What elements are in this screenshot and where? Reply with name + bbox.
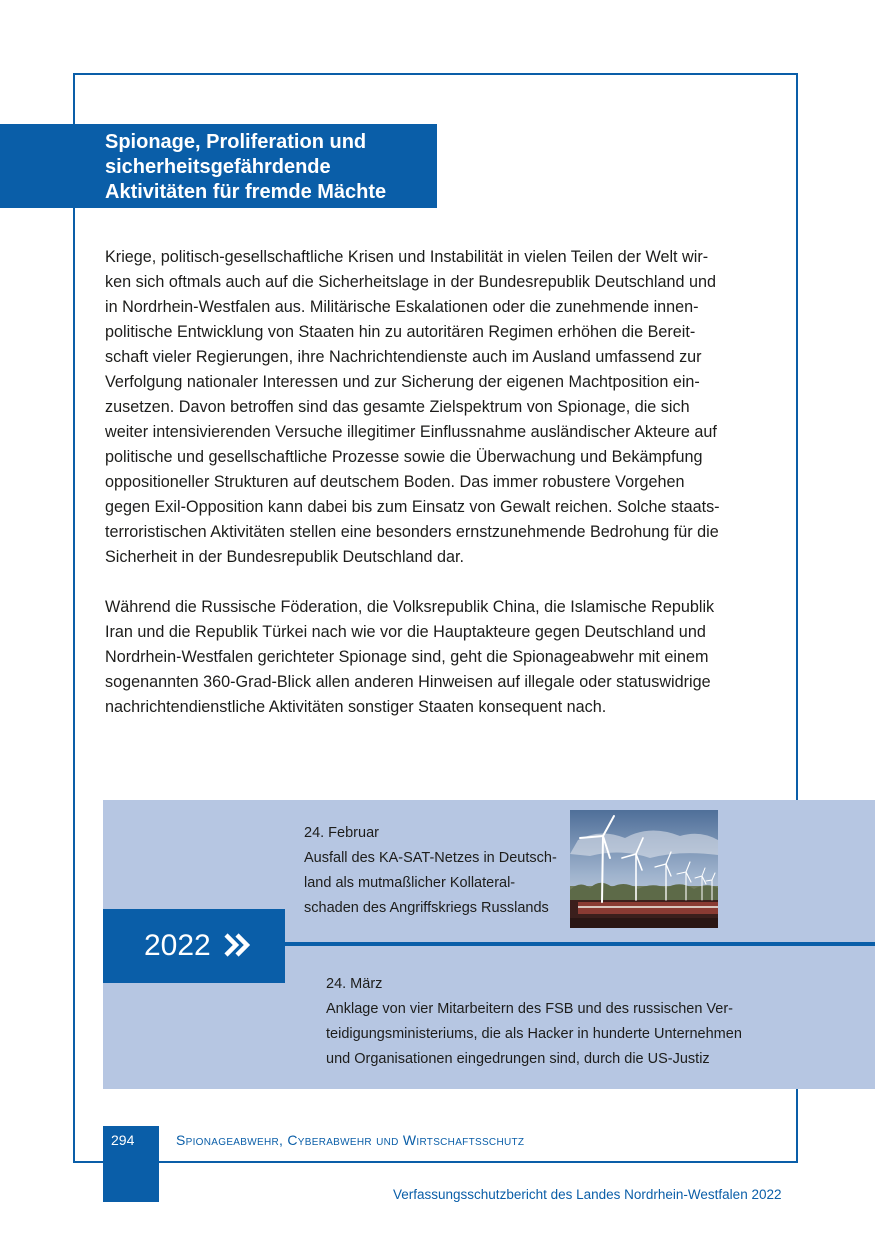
timeline-divider [285,942,875,946]
page-number: 294 [111,1132,135,1148]
paragraph-line: politische und gesellschaftliche Prozesse sowie die Überwachung und Bekämpfung [105,448,703,466]
event-text-line: Ausfall des KA-SAT-Netzes in Deutsch- [304,850,557,866]
paragraph-line: Während die Russische Föderation, die Volksrepublik China, die Islamische Republik [105,598,715,616]
year-label: 2022 [144,929,211,962]
paragraph-line: ken sich oftmals auch auf die Sicherheitslage in der Bundesrepublik Deutschland und [105,273,716,291]
paragraph-line: terroristischen Aktivitäten stellen eine besonders ernstzunehmende Bedrohung für die [105,523,719,541]
paragraph-line: zusetzen. Davon betroffen sind das gesamte Zielspektrum von Spionage, die sich [105,398,690,416]
chapter-title-line-1: Spionage, Proliferation und [105,131,367,153]
publication-title: Verfassungsschutzbericht des Landes Nordrhein-Westfalen 2022 [393,1187,782,1202]
paragraph-line: gegen Exil-Opposition kann dabei bis zum Einsatz von Gewalt reichen. Solche staats- [105,498,720,516]
paragraph-line: Iran und die Republik Türkei nach wie vor die Hauptakteure gegen Deutschland und [105,623,706,641]
paragraph-line: weiter intensivierenden Versuche illegitimer Einflussnahme ausländischer Akteure auf [105,423,717,441]
paragraph-line: Kriege, politisch-gesellschaftliche Krisen und Instabilität in vielen Teilen der Welt wir- [105,248,709,266]
paragraph-line: in Nordrhein-Westfalen aus. Militärische Eskalationen oder die zunehmende innen- [105,298,699,316]
paragraph-line: politische Entwicklung von Staaten hin zu autoritären Regimen erhöhen die Bereit- [105,323,696,341]
paragraph-line: sogenannten 360-Grad-Blick allen anderen Hinweisen auf illegale oder statuswidrige [105,673,711,691]
wind-turbines-photo [570,810,718,928]
event-text-line: und Organisationen eingedrungen sind, durch die US-Justiz [326,1051,710,1067]
paragraph-line: nachrichtendienstliche Aktivitäten sonstiger Staaten konsequent nach. [105,698,607,716]
event-text-line: schaden des Angriffskriegs Russlands [304,900,549,916]
section-title: Spionageabwehr, Cyberabwehr und Wirtschaftsschutz [176,1132,525,1148]
chapter-title-line-3: Aktivitäten für fremde Mächte [105,181,387,203]
paragraph-line: Nordrhein-Westfalen gerichteter Spionage sind, geht die Spionageabwehr mit einem [105,648,709,666]
paragraph-line: Sicherheit in der Bundesrepublik Deutschland dar. [105,548,465,566]
paragraph-line: schaft vieler Regierungen, ihre Nachrichtendienste auch im Ausland umfassend zur [105,348,702,366]
event-text-line: Anklage von vier Mitarbeitern des FSB und des russischen Ver- [326,1001,734,1017]
event-text-line: teidigungsministeriums, die als Hacker in hunderte Unternehmen [326,1026,742,1042]
fast-forward-icon [224,932,250,958]
paragraph-line: oppositioneller Strukturen auf deutschem Boden. Das immer robustere Vorgehen [105,473,685,491]
event-text-line: land als mutmaßlicher Kollateral- [304,875,516,891]
paragraph-line: Verfolgung nationaler Interessen und zur Sicherung der eigenen Machtposition ein- [105,373,700,391]
event-date: 24. Februar [304,825,379,841]
chapter-title-line-2: sicherheitsgefährdende [105,156,331,178]
event-date: 24. März [326,976,383,992]
